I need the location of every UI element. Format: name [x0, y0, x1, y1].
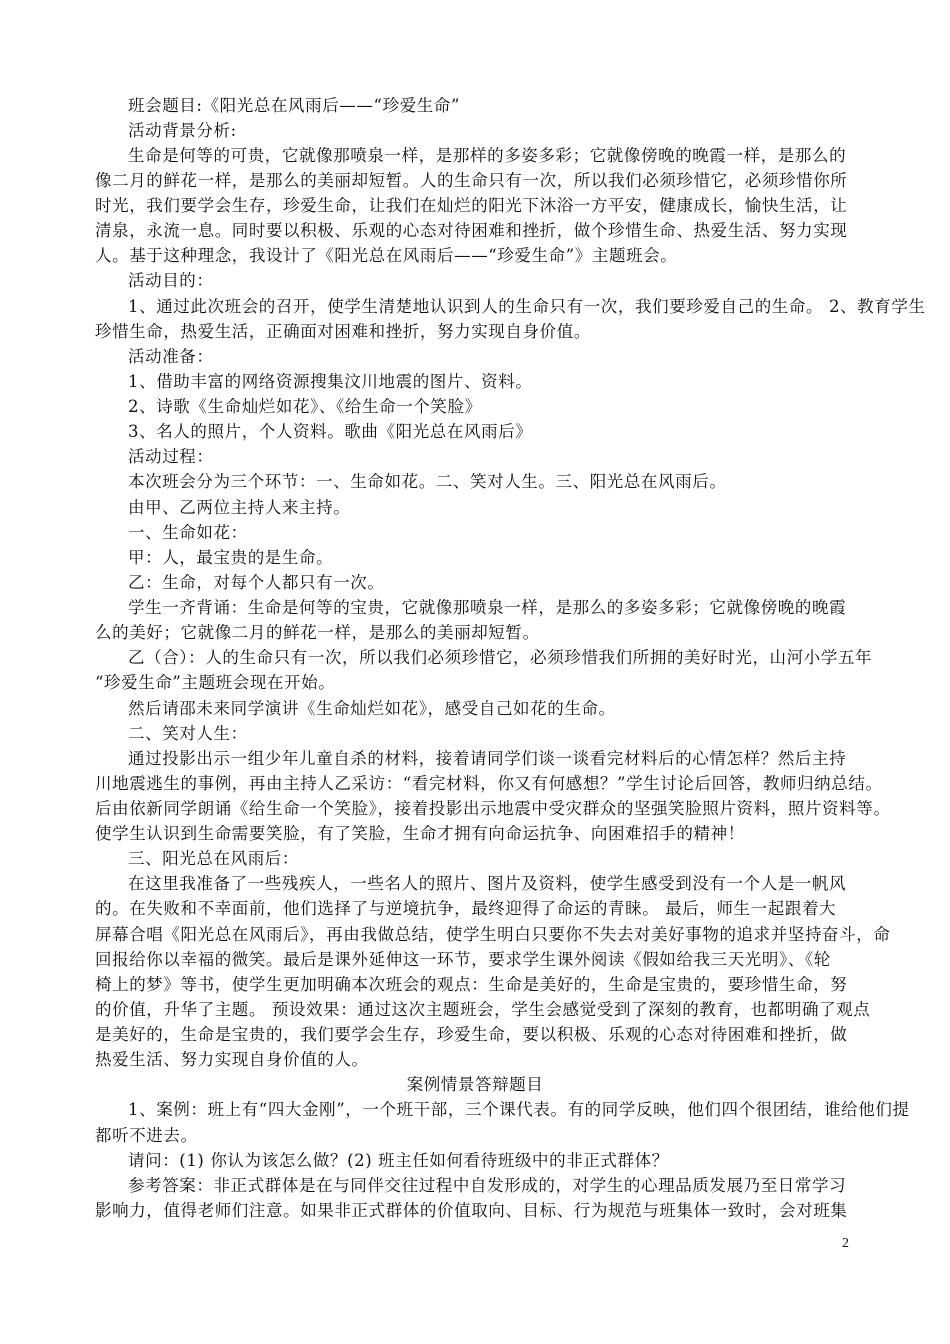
text-line: 清泉，永流一息。同时要以积极、乐观的心态对待困难和挫折，做个珍惜生命、热爱生活、努力实现	[95, 221, 848, 240]
text-line: 么的美好；它就像二月的鲜花一样，是那么的美丽却短暂。	[95, 623, 540, 642]
text-line: 活动过程：	[128, 447, 214, 466]
text-line: 通过投影出示一组少年儿童自杀的材料，接着请同学们谈一谈看完材料后的心情怎样？然后主持	[128, 749, 847, 768]
text-line: 本次班会分为三个环节：一、生命如花。二、笑对人生。三、阳光总在风雨后。	[128, 472, 727, 491]
text-line: 乙（合）：人的生命只有一次，所以我们必须珍惜它，必须珍惜我们所拥的美好时光，山河小学五年	[128, 648, 873, 667]
text-line: 活动背景分析:	[128, 121, 237, 140]
text-line: 2、诗歌《生命灿烂如花》、《给生命一个笑脸》	[128, 397, 482, 416]
text-line: 乙：生命，对每个人都只有一次。	[128, 573, 385, 592]
text-line: 参考答案：非正式群体是在与同伴交往过程中自发形成的，对学生的心理品质发展乃至日常学习	[128, 1176, 847, 1195]
text-line: 学生一齐背诵：生命是何等的宝贵，它就像那喷泉一样，是那么的多姿多彩；它就像傍晚的晚霞	[128, 598, 847, 617]
text-line: 使学生认识到生命需要笑脸，有了笑脸，生命才拥有向命运抗争、向困难招手的精神！	[95, 824, 745, 843]
text-line: 川地震逃生的事例，再由主持人乙采访：“看完材料，你又有何感想？”学生讨论后回答，教师归纳总结。	[95, 774, 883, 793]
text-line: 回报给你以幸福的微笑。最后是课外延伸这一环节，要求学生课外阅读《假如给我三天光明》、《轮	[95, 950, 831, 969]
text-line: 由甲、乙两位主持人来主持。	[128, 498, 351, 517]
text-line: 的。在失败和不幸面前，他们选择了与逆境抗争，最终迎得了命运的青睐。 最后，师生一起跟着大	[95, 899, 837, 918]
text-line: 的价值，升华了主题。 预设效果：通过这次主题班会，学生会感觉受到了深刻的教育，也都明确了观点	[95, 1000, 871, 1019]
text-line: 人。基于这种理念，我设计了《阳光总在风雨后——“珍爱生命”》主题班会。	[95, 246, 678, 265]
text-line: 1、案例：班上有“四大金刚”，一个班干部，三个课代表。有的同学反映，他们四个很团结，谁给他们提	[128, 1100, 910, 1119]
text-line: 班会题目:《阳光总在风雨后——“珍爱生命”	[128, 96, 461, 115]
text-line: 甲：人，最宝贵的是生命。	[128, 548, 334, 567]
text-line: 然后请邵未来同学演讲《生命灿烂如花》，感受自己如花的生命。	[128, 699, 616, 718]
text-line: 生命是何等的可贵，它就像那喷泉一样，是那样的多姿多彩；它就像傍晚的晚霞一样，是那么的	[128, 146, 847, 165]
section-heading: 案例情景答辩题目	[406, 1075, 544, 1094]
text-line: 二、笑对人生：	[128, 724, 248, 743]
text-line: 椅上的梦》等书，使学生更加明确本次班会的观点：生命是美好的，生命是宝贵的，要珍惜生命，努	[95, 975, 848, 994]
text-line: 影响力，值得老师们注意。如果非正式群体的价值取向、目标、行为规范与班集体一致时，会对班集	[95, 1201, 848, 1220]
page-number: 2	[842, 1236, 849, 1251]
text-line: 屏幕合唱《阳光总在风雨后》，再由我做总结，使学生明白只要你不失去对美好事物的追求并坚持奋斗，命	[95, 925, 891, 944]
text-line: 像二月的鲜花一样，是那么的美丽却短暂。人的生命只有一次，所以我们必须珍惜它，必须珍惜你所	[95, 171, 848, 190]
text-line: “珍爱生命”主题班会现在开始。	[95, 673, 336, 692]
text-line: 1、借助丰富的网络资源搜集汶川地震的图片、资料。	[128, 372, 533, 391]
text-line: 是美好的，生命是宝贵的，我们要学会生存，珍爱生命，要以积极、乐观的心态对待困难和挫折，做	[95, 1025, 848, 1044]
text-line: 珍惜生命，热爱生活，正确面对困难和挫折，努力实现自身价值。	[95, 322, 591, 341]
text-line: 活动准备：	[128, 347, 214, 366]
text-line: 1、通过此次班会的召开，使学生清楚地认识到人的生命只有一次，我们要珍爱自己的生命。 2、教育学生	[128, 297, 926, 316]
text-line: 请问：(1) 你认为该怎么做？(2) 班主任如何看待班级中的非正式群体？	[128, 1151, 669, 1170]
text-line: 后由依新同学朗诵《给生命一个笑脸》，接着投影出示地震中受灾群众的坚强笑脸照片资料，照片资料等。	[95, 799, 891, 818]
text-line: 都听不进去。	[95, 1126, 198, 1145]
text-line: 在这里我准备了一些残疾人，一些名人的照片、图片及资料，使学生感受到没有一个人是一帆风	[128, 874, 847, 893]
text-line: 一、生命如花：	[128, 523, 248, 542]
text-line: 时光，我们要学会生存，珍爱生命，让我们在灿烂的阳光下沐浴一方平安，健康成长，愉快生活，让	[95, 196, 848, 215]
text-line: 热爱生活、努力实现自身价值的人。	[95, 1050, 369, 1069]
text-line: 3、名人的照片，个人资料。歌曲《阳光总在风雨后》	[128, 422, 533, 441]
text-line: 活动目的：	[128, 271, 214, 290]
text-line: 三、阳光总在风雨后：	[128, 849, 299, 868]
